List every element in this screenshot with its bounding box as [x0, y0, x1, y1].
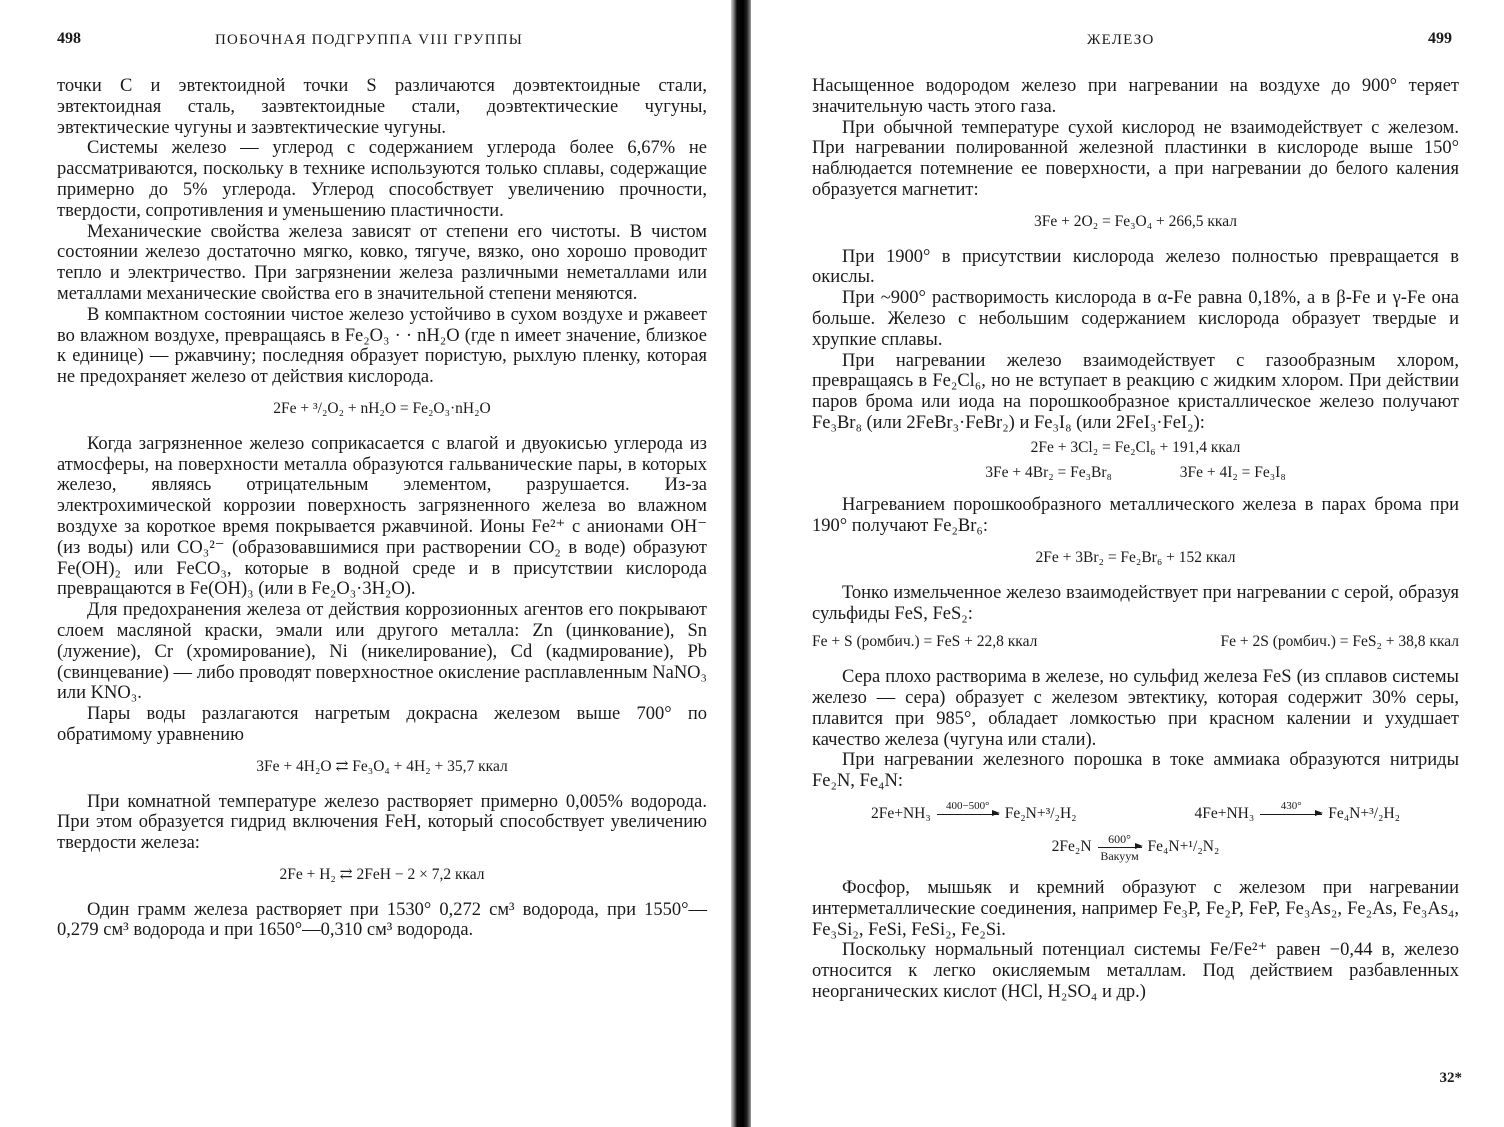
paragraph: Насыщенное водородом железо при нагревании на воздухе до 900° теряет значительную часть этого газа.: [812, 76, 1459, 117]
nitride-equations: [812, 800, 1459, 829]
page-number: 499: [1428, 30, 1452, 47]
reaction-condition: 430°: [1280, 799, 1302, 812]
paragraph: Когда загрязненное железо соприкасается с влагой и двуокисью углерода из атмосферы, на поверхности металла образуются гальванические пары, в которых железо, являясь отрицательным элементом, разрушается. Из-за электрохимической коррозии поверхность загрязненного железа во влажном воздухе за короткое время покрывается ржавчиной. Ионы Fe²⁺ с анионами OH⁻ (из воды) или CO₃²⁻ (образовавшимися при растворении CO₂ в воде) образуют Fe(OH)₂ или FeCO₃, которые в водной среде и в присутствии кислорода превращаются в Fe(OH)₃ (или в Fe₂O₃·3H₂O).: [57, 433, 707, 600]
paragraph: точки C и эвтектоидной точки S различаются доэвтектоидные стали, эвтектоидная сталь, заэвтектоидные стали, доэвтектические чугуны, эвтектические чугуны и заэвтектические чугуны.: [57, 76, 707, 138]
left-page: [0, 0, 730, 1127]
products: Fe₄N+³/₂H₂: [1328, 804, 1401, 822]
reaction-condition: Вакуум: [1100, 848, 1139, 863]
paragraph: Системы железо — углерод с содержанием углерода более 6,67% не рассматриваются, поскольку в технике используются только сплавы, содержащие примерно до 5% углерода. Углерод способствует увеличению прочности, твердости, сопротивления и уменьшению пластичности.: [57, 138, 707, 221]
equation: 2Fe + 3Br₂ = Fe₂Br₆ + 152 ккал: [1035, 548, 1236, 566]
reactants: 2Fe₂N: [1051, 837, 1092, 855]
paragraph: Для предохранения железа от действия коррозионных агентов его покрывают слоем масляной краски, эмали или другого металла: Zn (цинкование), Sn (лужение), Cr (хромирование), Ni (никелирование), Cd (кадмирование), Pb (свинцевание) — либо проводят поверхностное окисление расплавленным NaNO₃ или KNO₃.: [57, 600, 707, 704]
page-number: 498: [57, 30, 81, 47]
reactants: 2Fe+NH₃: [870, 804, 931, 822]
equation: 3Fe + 4Br₂ = Fe₃Br₈: [985, 463, 1112, 481]
reaction-condition: 600°: [1108, 831, 1131, 846]
reaction-arrow: [937, 800, 999, 829]
products: Fe₂N+³/₂H₂: [1004, 804, 1077, 822]
page-body: [812, 76, 1459, 1003]
equation-row: [812, 632, 1459, 653]
paragraph: При нагревании железо взаимодействует с газообразным хлором, превращаясь в Fe₂Cl₆, но не вступает в реакцию с жидким хлором. При действии паров брома или иода на порошкообразное кристаллическое железо получают Fe₃Br₈ (или 2FeBr₃·FeBr₂) и Fe₃I₈ (или 2FeI₃·FeI₂):: [812, 350, 1459, 433]
paragraph: Один грамм железа растворяет при 1530° 0,272 см³ водорода, при 1550°—0,279 см³ водорода и при 1650°—0,310 см³ водорода.: [57, 899, 707, 941]
paragraph: Пары воды разлагаются нагретым докрасна железом выше 700° по обратимому уравнению: [57, 704, 707, 745]
equation: [871, 800, 1077, 829]
page-body: [57, 76, 707, 941]
equation: 2Fe + ³/₂O₂ + nH₂O = Fe₂O₃·nH₂O: [273, 399, 491, 417]
equation: 3Fe + 4H₂O ⇄ Fe₃O₄ + 4H₂ + 35,7 ккал: [256, 757, 508, 775]
paragraph: Тонко измельченное железо взаимодействует при нагревании с серой, образуя сульфиды FeS, FeS₂:: [812, 582, 1459, 624]
running-header: ЖЕЛЕЗО: [1087, 32, 1155, 48]
reaction-arrow: [1260, 800, 1322, 829]
equation: 3Fe + 4I₂ = Fe₃I₈: [1179, 463, 1286, 481]
products: Fe₄N+¹/₂N₂: [1147, 837, 1220, 855]
equation: 2Fe + H₂ ⇄ 2FeH − 2 × 7,2 ккал: [279, 865, 485, 883]
equation: Fe + S (ромбич.) = FeS + 22,8 ккал: [812, 633, 1038, 651]
paragraph: При нагревании железного порошка в токе аммиака образуются нитриды Fe₂N, Fe₄N:: [812, 750, 1459, 792]
equation: 3Fe + 2O₂ = Fe₃O₄ + 266,5 ккал: [1034, 212, 1237, 230]
reaction-arrow: [1098, 833, 1142, 862]
paragraph: Поскольку нормальный потенциал системы Fe/Fe²⁺ равен −0,44 в, железо относится к легко окисляемым металлам. Под действием разбавленных неорганических кислот (HCl, H₂SO₄ и др.): [812, 940, 1459, 1002]
paragraph: Фосфор, мышьяк и кремний образуют с железом при нагревании интерметаллические соединения, например Fe₃P, Fe₂P, FeP, Fe₃As₂, Fe₂As, Fe₃As₄, Fe₃Si₂, FeSi, FeSi₂, Fe₂Si.: [812, 877, 1459, 940]
signature-mark: 32*: [1439, 1070, 1462, 1086]
running-header: ПОБОЧНАЯ ПОДГРУППА VIII ГРУППЫ: [215, 32, 524, 48]
book-spine: [731, 0, 751, 1127]
paragraph: При ~900° растворимость кислорода в α-Fe равна 0,18%, а в β-Fe и γ-Fe она больше. Железо с небольшим содержанием кислорода образует твердые и хрупкие сплавы.: [812, 288, 1459, 350]
equation: 2Fe + 3Cl₂ = Fe₂Cl₆ + 191,4 ккал: [1030, 438, 1241, 456]
reaction-condition: 400−500°: [945, 799, 990, 812]
paragraph: Нагреванием порошкообразного металлического железа в парах брома при 190° получают Fe₂Br₆:: [812, 495, 1459, 537]
paragraph: Механические свойства железа зависят от степени его чистоты. В чистом состоянии железо достаточно мягко, ковко, тягуче, вязко, оно хорошо проводит тепло и электричество. При загрязнении железа различными неметаллами или металлами механические свойства его в значительной степени меняются.: [57, 221, 707, 304]
paragraph: При 1900° в присутствии кислорода железо полностью превращается в окислы.: [812, 246, 1459, 288]
paragraph: В компактном состоянии чистое железо устойчиво в сухом воздухе и ржавеет во влажном воздухе, превращаясь в Fe₂O₃ · · nH₂O (где n имеет значение, близкое к единице) — ржавчину; последняя образует пористую, рыхлую пленку, которая не предохраняет железо от действия кислорода.: [57, 304, 707, 388]
equation-row: [812, 463, 1459, 484]
equation: [1194, 800, 1400, 829]
reactants: 4Fe+NH₃: [1194, 804, 1255, 822]
equation: Fe + 2S (ромбич.) = FeS₂ + 38,8 ккал: [1220, 633, 1459, 651]
paragraph: При обычной температуре сухой кислород не взаимодействует с железом. При нагревании полированной железной пластинки в кислороде выше 150° наблюдается потемнение ее поверхности, а при нагревании до белого каления образуется магнетит:: [812, 117, 1459, 200]
paragraph: Сера плохо растворима в железе, но сульфид железа FeS (из сплавов системы железо — сера) образует с железом эвтектику, которая содержит 30% серы, плавится при 985°, обладает ломкостью при красном калении и ухудшает качество железа (чугуна или стали).: [812, 667, 1459, 750]
equation: [812, 833, 1459, 862]
paragraph: При комнатной температуре железо растворяет примерно 0,005% водорода. При этом образуется гидрид включения FeH, который способствует увеличению твердости железа:: [57, 791, 707, 854]
right-page: [752, 0, 1504, 1127]
